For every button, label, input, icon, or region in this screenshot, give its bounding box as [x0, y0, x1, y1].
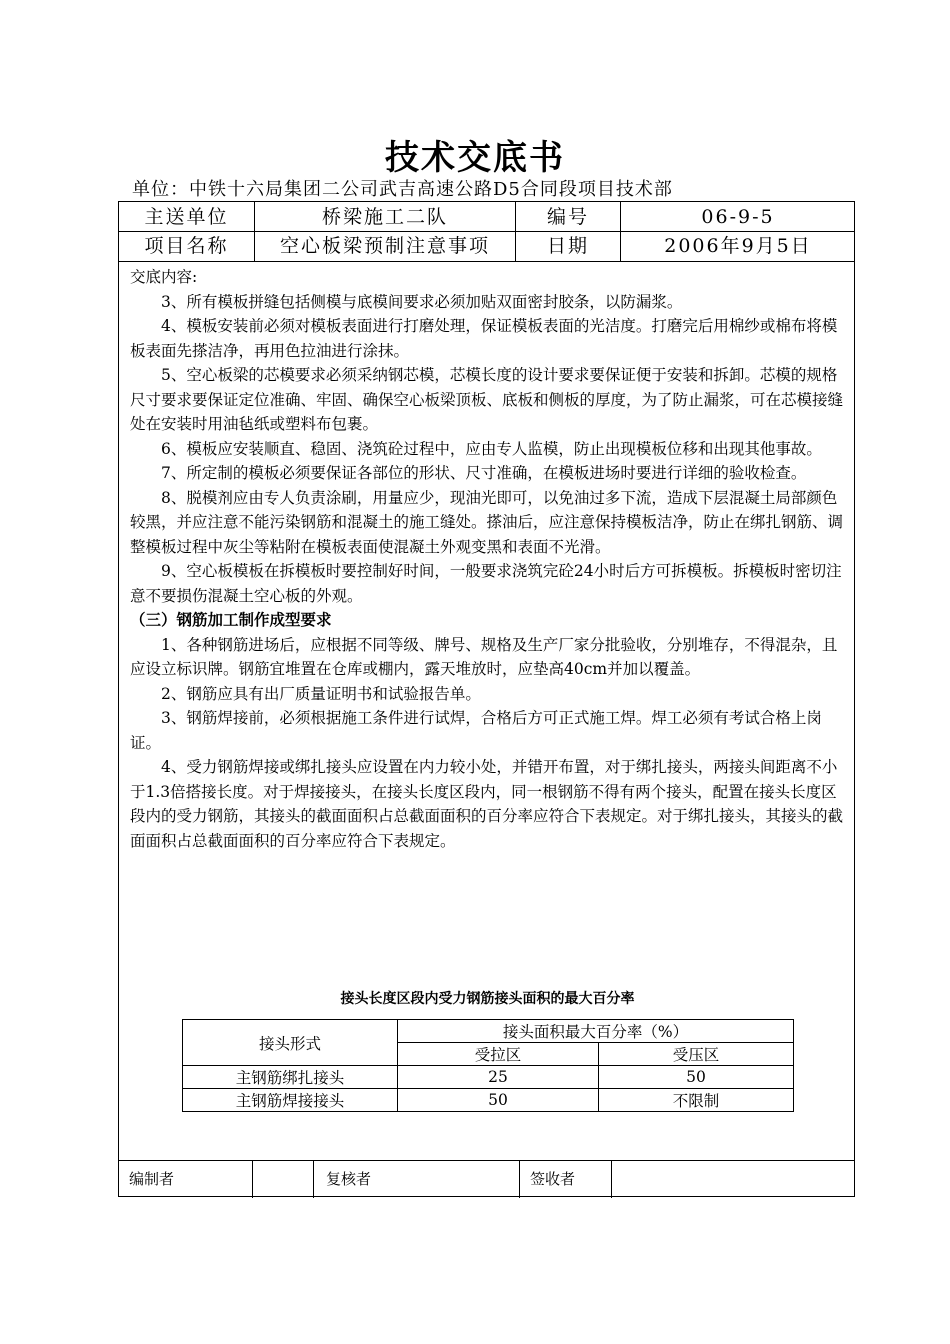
content-label: 交底内容: [130, 268, 198, 286]
disclosure-content [130, 265, 848, 853]
project-value: 空心板梁预制注意事项 [279, 235, 490, 257]
unit-line: 单位：中铁十六局集团二公司武吉高速公路D5合同段项目技术部 [132, 179, 673, 200]
send-unit-label: 主送单位 [144, 206, 229, 228]
footer-divider-3 [519, 1160, 520, 1198]
section-3-item-4: 4、受力钢筋焊接或绑扎接头应设置在内力较小处，并错开布置，对于绑扎接头，两接头间距离不小于1.3倍搭接长度。对于焊接接头，在接头长度区段内，同一根钢筋不得有两个接头，配置在接头长度区段内的受力钢筋，其接头的截面面积占总截面面积的百分率应符合下表规定。对于绑扎接头，其接头的截面面积占总截面面积的百分率应符合下表规定。 [130, 758, 844, 850]
joint-table-caption: 接头长度区段内受力钢筋接头面积的最大百分率 [340, 991, 635, 1007]
joint-table [182, 1019, 794, 1112]
number-label: 编号 [546, 206, 589, 228]
table-row [183, 1089, 794, 1112]
compression-cell: 50 [599, 1066, 794, 1089]
section-3-item-3: 3、钢筋焊接前，必须根据施工条件进行试焊，合格后方可正式施工焊。焊工必须有考试合格上岗证。 [130, 709, 822, 752]
header-bottom-line [119, 261, 854, 262]
compression-cell: 不限制 [599, 1089, 794, 1112]
send-unit-value: 桥梁施工二队 [321, 206, 448, 228]
compiler-label: 编制者 [129, 1170, 175, 1188]
paragraph-3: 3、所有模板拼缝包括侧模与底模间要求必须加贴双面密封胶条，以防漏浆。 [161, 292, 683, 311]
paragraph-6: 6、模板应安装顺直、稳固、浇筑砼过程中，应由专人监模，防止出现模板位移和出现其他事故。 [161, 439, 822, 458]
footer-divider-1 [252, 1160, 253, 1198]
joint-table-tension-header: 受拉区 [398, 1043, 599, 1066]
tension-cell: 25 [398, 1066, 599, 1089]
document-title: 技术交底书 [385, 138, 565, 178]
paragraph-5: 5、空心板梁的芯模要求必须采纳钢芯模，芯模长度的设计要求要保证便于安装和拆卸。芯模的规格尺寸要求要保证定位准确、牢固、确保空心板梁顶板、底板和侧板的厚度，为了防止漏浆，可在芯模接缝处在安装时用油毡纸或塑料布包裹。 [130, 366, 844, 433]
section-3-heading: （三）钢筋加工制作成型要求 [130, 610, 332, 629]
tension-cell: 50 [398, 1089, 599, 1112]
table-row [183, 1066, 794, 1089]
number-value: 06-9-5 [701, 206, 775, 228]
section-3-item-2: 2、钢筋应具有出厂质量证明书和试验报告单。 [161, 684, 481, 703]
receiver-label: 签收者 [530, 1170, 576, 1188]
footer-top-line [119, 1160, 854, 1161]
footer-divider-4 [611, 1160, 612, 1198]
disclosure-form [118, 201, 855, 1197]
project-label: 项目名称 [144, 235, 229, 257]
date-value: 2006年9月5日 [664, 235, 812, 257]
paragraph-8: 8、脱模剂应由专人负责涂刷，用量应少，现油光即可，以免油过多下流，造成下层混凝土局部颜色较黑，并应注意不能污染钢筋和混凝土的施工缝处。搽油后，应注意保持模板洁净，防止在绑扎钢筋、调整模板过程中灰尘等粘附在模板表面使混凝土外观变黑和表面不光滑。 [130, 488, 844, 556]
date-label: 日期 [546, 235, 589, 257]
paragraph-9: 9、空心板模板在拆模板时要控制好时间，一般要求浇筑完砼24小时后方可拆模板。拆模板时密切注意不要损伤混凝土空心板的外观。 [130, 562, 842, 605]
reviewer-label: 复核者 [326, 1170, 372, 1188]
paragraph-7: 7、所定制的模板必须要保证各部位的形状、尺寸准确，在模板进场时要进行详细的验收检查。 [161, 464, 807, 482]
joint-type-cell: 主钢筋绑扎接头 [183, 1066, 398, 1089]
joint-table-type-header: 接头形式 [183, 1020, 398, 1066]
section-3-item-1: 1、各种钢筋进场后，应根据不同等级、牌号、规格及生产厂家分批验收，分别堆存，不得混杂，且应设立标识牌。钢筋宜堆置在仓库或棚内，露天堆放时，应垫高40cm并加以覆盖。 [130, 635, 838, 678]
joint-table-compression-header: 受压区 [599, 1043, 794, 1066]
joint-table-pct-header: 接头面积最大百分率（%） [398, 1020, 794, 1043]
joint-type-cell: 主钢筋焊接接头 [183, 1089, 398, 1112]
footer-divider-2 [313, 1160, 314, 1198]
paragraph-4: 4、模板安装前必须对模板表面进行打磨处理，保证模板表面的光洁度。打磨完后用棉纱或棉布将模板表面先搽洁净，再用色拉油进行涂抹。 [130, 317, 838, 360]
